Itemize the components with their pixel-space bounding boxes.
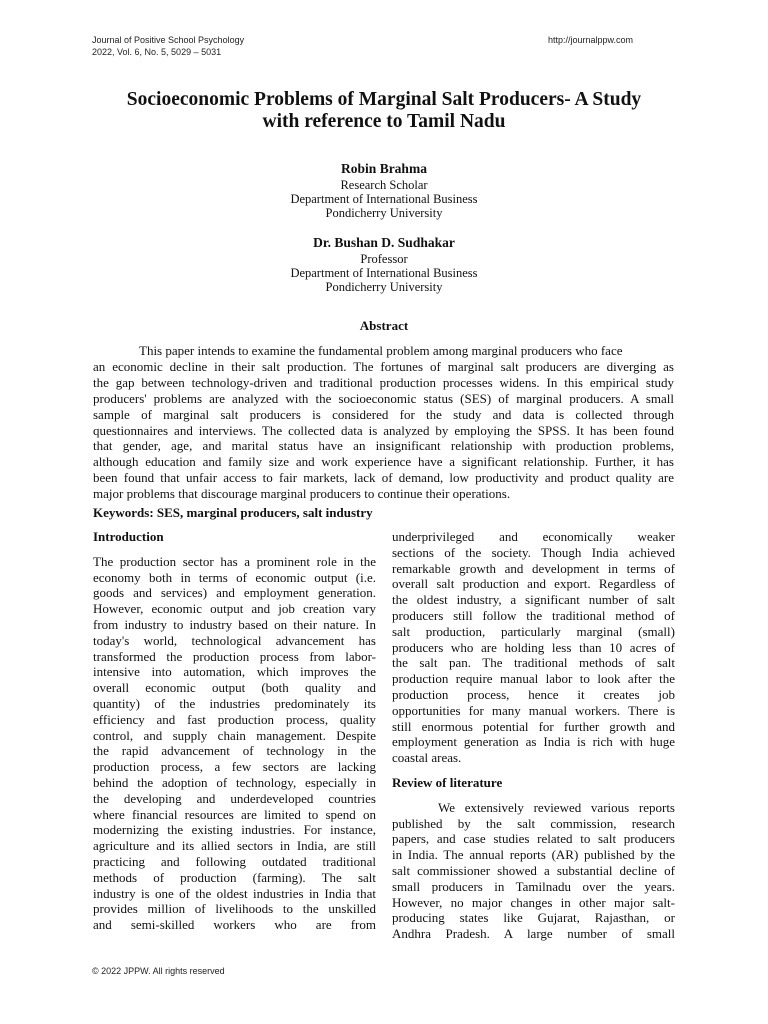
title-line-1: Socioeconomic Problems of Marginal Salt Producers- A Study: [126, 89, 642, 110]
body-line: opportunities for many manual workers. There is: [392, 702, 675, 718]
body-line: modernizing the existing industries. For instance,: [93, 822, 376, 838]
body-line: sections of the society. Though India achieved: [392, 544, 675, 560]
body-line: overall salt production and export. Regardless of: [392, 576, 675, 592]
right-column: [392, 529, 675, 942]
body-line: published by the salt commission, research: [392, 815, 675, 831]
body-line: salt commissioner showed a substantial decline of: [392, 862, 675, 878]
body-line: methods of production (farming). The salt: [93, 869, 376, 885]
body-line: from industry to industry based on their nature. In: [93, 616, 376, 632]
body-line: behind the adoption of technology, especially in: [93, 774, 376, 790]
abstract-line: This paper intends to examine the fundamental problem among marginal producers who face: [139, 343, 623, 358]
abstract-line: an economic decline in their salt production. The fortunes of marginal salt producers are diverging as: [93, 358, 674, 374]
author-role: Professor: [360, 252, 408, 266]
body-line: producing states like Gujarat, Rajasthan, or: [392, 910, 675, 926]
title-line-2: with reference to Tamil Nadu: [262, 111, 506, 132]
copyright-footer: © 2022 JPPW. All rights reserved: [92, 966, 225, 976]
body-line: provides million of livelihoods to the unskilled: [93, 901, 376, 917]
body-line: employment generation as India is rich with huge: [392, 734, 675, 750]
review-heading: Review of literature: [392, 774, 503, 790]
body-line: transformed the production process from labor-: [93, 648, 376, 664]
body-line: We extensively reviewed various reports: [438, 799, 675, 815]
body-line: still enormous potential for further growth and: [392, 718, 675, 734]
author-block-2: [184, 234, 584, 294]
journal-issue: 2022, Vol. 6, No. 5, 5029 – 5031: [92, 47, 222, 57]
body-line: economy both in terms of economic output (i.e.: [93, 569, 376, 585]
body-line: producers still follow the traditional method of: [392, 607, 675, 623]
body-line: salt production, particularly marginal (small): [392, 623, 675, 639]
body-line: Andhra Pradesh. A large number of small: [392, 926, 675, 942]
body-line: production process, hence it creates job: [392, 686, 675, 702]
author-department: Department of International Business: [290, 192, 478, 206]
body-line: production process, a few sectors are lacking: [93, 759, 376, 775]
body-line: control, and supply chain management. Despite: [93, 727, 376, 743]
author-name: Robin Brahma: [341, 161, 427, 176]
body-line: where financial resources are limited to spend on: [93, 806, 376, 822]
journal-name: Journal of Positive School Psychology: [92, 35, 245, 45]
abstract-line: major problems that discourage marginal producers to continue their operations.: [93, 486, 511, 502]
body-line: remarkable growth and development in terms of: [392, 560, 675, 576]
abstract-line: although education and family size and work experience have a significant relationship. Further, it has: [93, 454, 674, 470]
author-role: Research Scholar: [340, 178, 428, 192]
body-line: practicing and following outdated traditional: [93, 853, 376, 869]
body-line: However, no major changes in other major salt-: [392, 894, 675, 910]
introduction-heading: Introduction: [93, 529, 164, 544]
body-line: overall economic output (both quality and: [93, 680, 376, 696]
abstract-body: [93, 343, 674, 502]
body-line: the salt pan. The traditional methods of salt: [392, 655, 675, 671]
author-university: Pondicherry University: [325, 206, 443, 220]
left-column: [93, 529, 376, 933]
body-line: However, economic output and job creation vary: [93, 601, 376, 617]
paper-title: [60, 89, 708, 133]
body-line: in India. The annual reports (AR) published by the: [392, 847, 675, 863]
abstract-line: been found that unfair access to fair markets, lack of demand, low productivity and product quality are: [93, 470, 674, 486]
author-department: Department of International Business: [290, 266, 478, 280]
abstract-line: producers' problems are analyzed with the socioeconomic status (SES) of marginal producers. A small: [93, 390, 674, 406]
abstract-line: questionnaires and interviews. The collected data is analyzed by employing the SPSS. It has been found: [93, 422, 674, 438]
body-line: quantity) of the industries predominately its: [93, 695, 376, 711]
journal-url[interactable]: http://journalppw.com: [548, 35, 634, 45]
body-line: goods and services) and employment generation.: [93, 585, 376, 601]
body-line: The production sector has a prominent role in the: [93, 553, 376, 569]
body-line: papers, and case studies related to salt producers: [392, 831, 675, 847]
abstract-line: the gap between technology-driven and traditional production processes widens. In this empirical study: [93, 374, 674, 390]
author-name: Dr. Bushan D. Sudhakar: [313, 235, 455, 250]
author-block-1: [184, 160, 584, 220]
body-line: the developing and underdeveloped countries: [93, 790, 376, 806]
body-line: efficiency and fast production process, quality: [93, 711, 376, 727]
author-university: Pondicherry University: [325, 280, 443, 294]
keywords: Keywords: SES, marginal producers, salt industry: [93, 505, 373, 520]
abstract-heading: Abstract: [359, 318, 409, 333]
body-line: the rapid advancement of technology in the: [93, 743, 376, 759]
body-line: intensive into automation, which improves the: [93, 664, 376, 680]
journal-header: [92, 34, 244, 58]
body-line: the oldest industry, a significant number of salt: [392, 592, 675, 608]
abstract-line: sample of marginal salt producers is considered for the study and data is collected through: [93, 406, 674, 422]
body-line: today's world, technological advancement has: [93, 632, 376, 648]
body-line: coastal areas.: [392, 750, 462, 766]
body-line: industry is one of the oldest industries in India that: [93, 885, 376, 901]
body-line: small producers in Tamilnadu over the years.: [392, 878, 675, 894]
body-line: and semi-skilled workers who are from: [93, 917, 376, 933]
body-line: agriculture and its allied sectors in India, are still: [93, 838, 376, 854]
body-line: underprivileged and economically weaker: [392, 529, 675, 544]
body-line: producers who are holding less than 10 acres of: [392, 639, 675, 655]
abstract-line: that gender, age, and marital status have an insignificant relationship with production problems,: [93, 438, 674, 454]
body-line: production require manual labor to look after the: [392, 671, 675, 687]
